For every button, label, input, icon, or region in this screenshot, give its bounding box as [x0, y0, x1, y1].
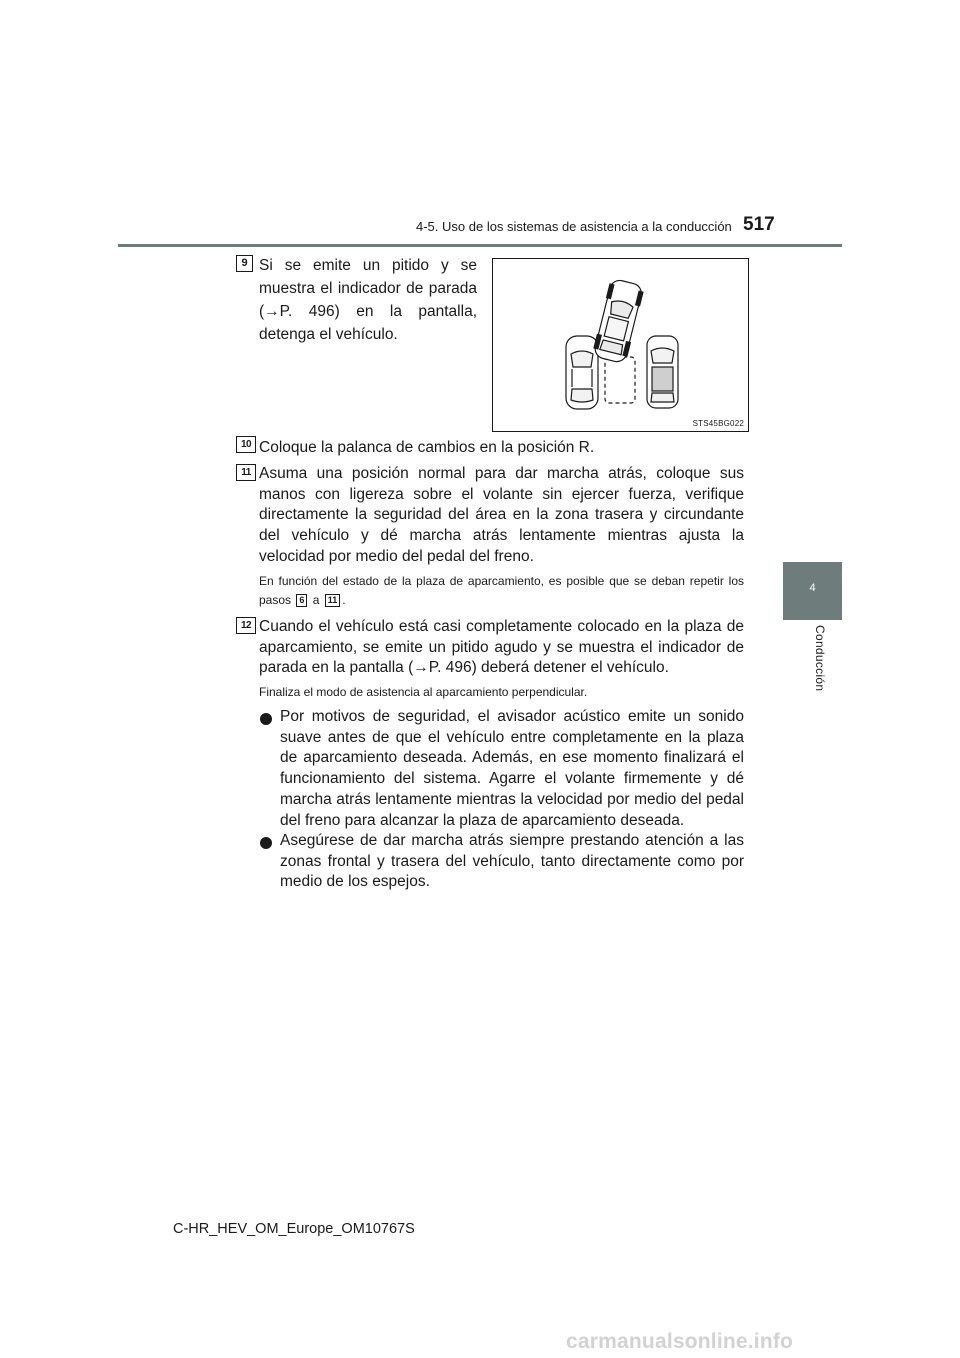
- chapter-number: 4: [809, 582, 816, 594]
- bullet-icon: [260, 837, 272, 849]
- note-prefix: En función del estado de la plaza de aparcamiento, es posible que se deban repetir los pasos: [259, 574, 744, 607]
- header-divider: [118, 244, 842, 247]
- step-9-text: Si se emite un pitido y se muestra el indicador de parada (→P. 496) en la pantalla, detenga el vehículo.: [259, 257, 477, 343]
- ref-step-11: 11: [325, 594, 341, 607]
- chapter-label: Conducción: [813, 625, 827, 692]
- section-title: 4-5. Uso de los sistemas de asistencia a la conducción: [416, 219, 732, 234]
- page-number: 517: [743, 214, 775, 235]
- document-code: C-HR_HEV_OM_Europe_OM10767S: [173, 1221, 415, 1237]
- chapter-tab: [783, 562, 842, 620]
- step-11-text: Asuma una posición normal para dar marcha atrás, coloque sus manos con ligereza sobre el volante sin ejercer fuerza, verifique directamente la seguridad del área en la zona trasera y circundante del vehículo y dé marcha atrás lentamente mientras ajusta la velocidad por medio del pedal del freno.: [259, 465, 744, 565]
- figure-code: STS45BG022: [692, 419, 744, 428]
- step-number-9: 9: [236, 255, 253, 272]
- step-12-text: Cuando el vehículo está casi completamente colocado en la plaza de aparcamiento, se emite un pitido agudo y se muestra el indicador de parada en la pantalla (→P. 496) deberá detener el vehículo.: [259, 618, 744, 677]
- step-10-text: Coloque la palanca de cambios en la posición R.: [259, 439, 595, 456]
- bullet-2-text: Asegúrese de dar marcha atrás siempre prestando atención a las zonas frontal y trasera del vehículo, tanto directamente como por medio de los espejos.: [280, 832, 744, 891]
- bullet-icon: [260, 713, 272, 725]
- parking-diagram-icon: [493, 259, 748, 431]
- step-number-10: 10: [236, 436, 256, 453]
- step-number-11: 11: [236, 464, 256, 481]
- note-middle: a: [312, 593, 320, 607]
- step-12-note: Finaliza el modo de asistencia al aparcamiento perpendicular.: [259, 685, 588, 699]
- note-suffix: .: [342, 593, 346, 607]
- step-11-note: [259, 572, 744, 610]
- watermark: carmanualsonline.info: [566, 1330, 794, 1353]
- bullet-1-text: Por motivos de seguridad, el avisador acústico emite un sonido suave antes de que el vehículo entre completamente en la plaza de aparcamiento deseada. Además, en ese momento finalizará el funcionamiento del sistema. Agarre el volante firmemente y dé marcha atrás lentamente mientras la velocidad por medio del pedal del freno para alcanzar la plaza de aparcamiento deseada.: [280, 708, 744, 829]
- ref-step-6: 6: [296, 594, 307, 607]
- step-number-12: 12: [236, 617, 256, 634]
- parking-illustration: [492, 258, 749, 432]
